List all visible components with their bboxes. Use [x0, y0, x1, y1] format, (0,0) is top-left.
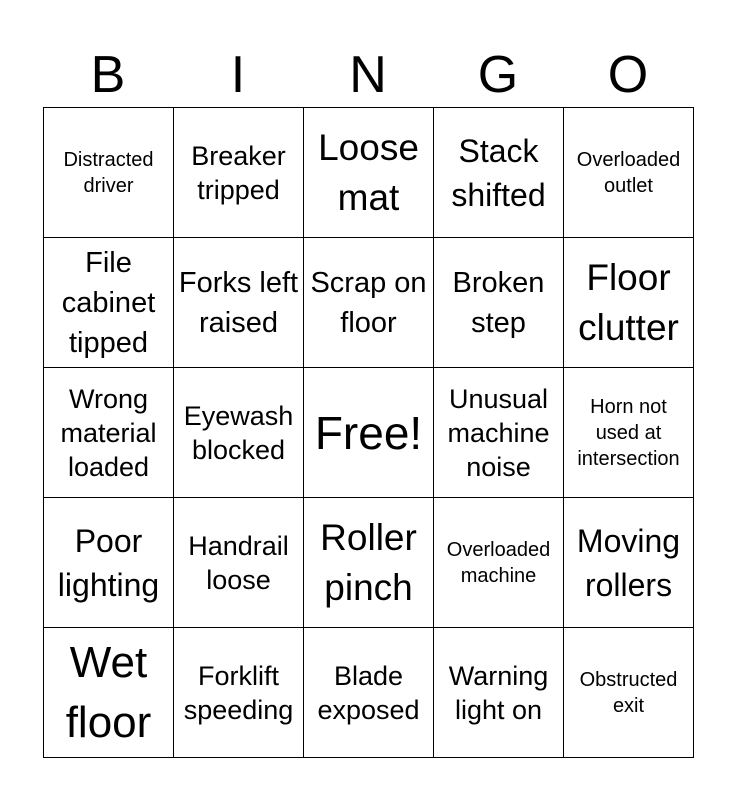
board-row — [44, 108, 694, 238]
header-letter-i: I — [230, 46, 246, 104]
cell-label: Unusual machine noise — [447, 383, 550, 482]
bingo-cell[interactable] — [44, 108, 174, 238]
cell-label: Loose mat — [318, 126, 419, 218]
board-row — [44, 628, 694, 758]
bingo-cell[interactable] — [44, 368, 174, 498]
cell-label: File cabinet tipped — [61, 246, 156, 359]
bingo-cell[interactable] — [304, 498, 434, 628]
bingo-cell[interactable] — [44, 498, 174, 628]
cell-label: Floor clutter — [578, 256, 679, 348]
cell-label: Breaker tripped — [191, 140, 286, 205]
free-space-cell[interactable] — [304, 368, 434, 498]
board-row — [44, 368, 694, 498]
cell-label: Broken step — [452, 266, 545, 339]
cell-label: Wet floor — [65, 637, 152, 747]
bingo-header — [43, 44, 693, 106]
board-row — [44, 238, 694, 368]
header-letter-g: G — [477, 46, 519, 104]
bingo-board — [43, 107, 694, 758]
bingo-cell[interactable] — [564, 628, 694, 758]
header-letter-b: B — [90, 46, 126, 104]
cell-label: Stack shifted — [451, 132, 546, 213]
cell-label: Poor lighting — [57, 522, 160, 603]
cell-label: Wrong material loaded — [60, 383, 157, 482]
bingo-cell[interactable] — [304, 108, 434, 238]
header-letter-o: O — [607, 46, 649, 104]
bingo-cell[interactable] — [174, 628, 304, 758]
bingo-cell[interactable] — [304, 628, 434, 758]
board-row — [44, 498, 694, 628]
bingo-cell[interactable] — [174, 108, 304, 238]
cell-label: Horn not used at intersection — [577, 395, 680, 470]
bingo-cell[interactable] — [304, 238, 434, 368]
cell-label: Forklift speeding — [183, 660, 294, 725]
cell-label: Handrail loose — [188, 530, 289, 595]
cell-label: Eyewash blocked — [183, 400, 294, 465]
cell-label: Warning light on — [448, 660, 549, 725]
bingo-cell[interactable] — [434, 368, 564, 498]
bingo-cell[interactable] — [434, 108, 564, 238]
bingo-cell[interactable] — [564, 368, 694, 498]
bingo-cell[interactable] — [174, 238, 304, 368]
bingo-cell[interactable] — [44, 238, 174, 368]
cell-label: Moving rollers — [576, 522, 681, 603]
cell-label: Obstructed exit — [579, 668, 678, 717]
cell-label: Scrap on floor — [310, 266, 427, 339]
bingo-cell[interactable] — [174, 498, 304, 628]
cell-label: Overloaded outlet — [576, 148, 681, 197]
cell-label: Forks left raised — [178, 266, 299, 339]
cell-label: Free! — [314, 406, 423, 459]
bingo-cell[interactable] — [564, 498, 694, 628]
bingo-cell[interactable] — [434, 238, 564, 368]
bingo-cell[interactable] — [564, 108, 694, 238]
cell-label: Roller pinch — [320, 516, 417, 608]
bingo-cell[interactable] — [434, 498, 564, 628]
cell-label: Distracted driver — [63, 148, 154, 197]
header-letter-n: N — [349, 46, 387, 104]
bingo-cell[interactable] — [174, 368, 304, 498]
cell-label: Blade exposed — [317, 660, 420, 725]
bingo-cell[interactable] — [564, 238, 694, 368]
bingo-cell[interactable] — [44, 628, 174, 758]
bingo-cell[interactable] — [434, 628, 564, 758]
cell-label: Overloaded machine — [446, 538, 551, 587]
